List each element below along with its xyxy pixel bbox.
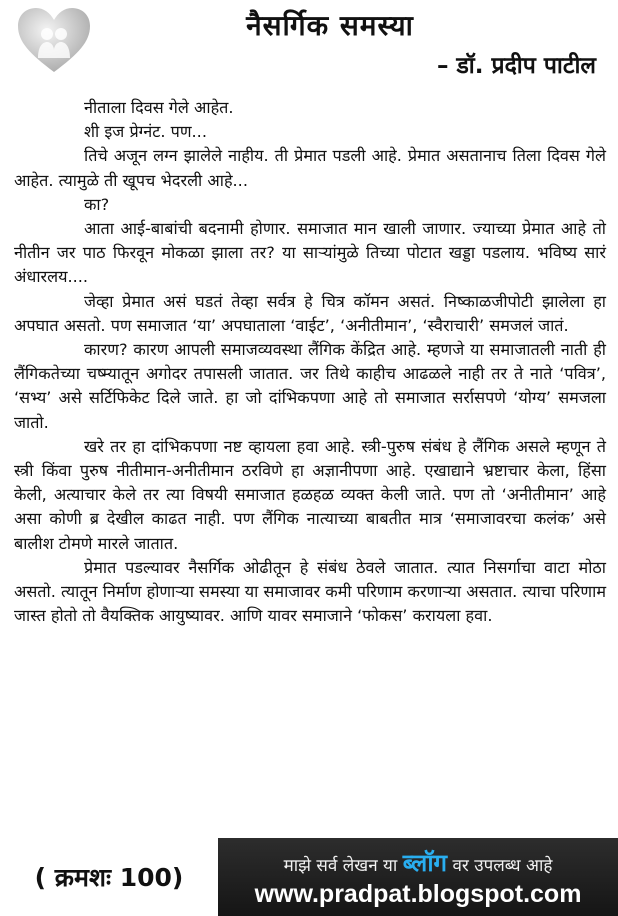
- series-label: ( क्रमशः 100): [34, 863, 184, 892]
- heart-couple-icon: [16, 6, 92, 74]
- series-counter: [0, 838, 218, 916]
- paragraph: तिचे अजून लग्न झालेले नाहीय. ती प्रेमात पडली आहे. प्रेमात असतानाच तिला दिवस गेले आहेत. त्यामुळे ती खूपच भेदरली आहे...: [14, 146, 606, 190]
- paragraph: नीताला दिवस गेले आहेत.: [84, 98, 234, 117]
- banner-suffix: वर उपलब्ध आहे: [452, 856, 553, 876]
- paragraph: शी इज प्रेग्नंट. पण...: [84, 122, 207, 142]
- blog-banner[interactable]: [218, 838, 618, 916]
- paragraph: का?: [84, 194, 110, 214]
- article-author: – डॉ. प्रदीप पाटील: [436, 53, 596, 79]
- paragraph: खरे तर हा दांभिकपणा नष्ट व्हायला हवा आहे. स्त्री-पुरुष संबंध हे लैंगिक असले म्हणून ते स्त्री किंवा पुरुष नीतीमान-अनीतीमान ठरविणे हा अज्ञानीपणा आहे. एखाद्याने भ्रष्टाचार केला, हिंसा केली, अत्याचार केले तर त्या विषयी समाजात हळहळ व्यक्त केली जाते. पण तो ‘अनीतीमान’ आहे असा कोणी ब्र देखील काढत नाही. पण लैंगिक नात्याच्या बाबतीत मात्र ‘समाजावरचा कलंक’ असे बालीश टोमणे मारले जातात.: [14, 436, 606, 553]
- paragraph: कारण? कारण आपली समाजव्यवस्था लैंगिक केंद्रित आहे. म्हणजे या समाजातली नाती ही लैंगिकतेच्या चष्म्यातून अगोदर तपासली जातात. जर तिथे काहीच आढळले नाही तर ते नाते ‘पवित्र’, ‘सभ्य’ असे सर्टिफिकेट दिले जाते. हा जो दांभिकपणा आहे तो समाजात सर्रासपणे ‘योग्य’ समजला जातो.: [14, 340, 606, 432]
- paragraph: आता आई-बाबांची बदनामी होणार. समाजात मान खाली जाणार. ज्याच्या प्रेमात आहे तो नीतीन जर पाठ फिरवून मोकळा झाला तर? या साऱ्यांमुळे तिच्या पोटात खड्डा पडलाय. भविष्य सारं अंधारलय....: [14, 219, 606, 287]
- blog-url-link[interactable]: www.pradpat.blogspot.com: [254, 880, 582, 908]
- paragraph: प्रेमात पडल्यावर नैसर्गिक ओढीतून हे संबंध ठेवले जातात. त्यात निसर्गाचा वाटा मोठा असतो. त्यातून निर्माण होणाऱ्या समस्या या समाजावर कमी परिणाम करणाऱ्या असतात. त्याचा परिणाम जास्त होतो तो वैयक्तिक आयुष्यावर. आणि यावर समाजाने ‘फोकस’ करायला हवा.: [14, 557, 606, 626]
- banner-blog-word: ब्लॉग: [402, 849, 448, 877]
- paragraph: जेव्हा प्रेमात असं घडतं तेव्हा सर्वत्र हे चित्र कॉमन असतं. निष्काळजीपोटी झालेला हा अपघात असतो. पण समाजात ‘या’ अपघाताला ‘वाईट’, ‘अनीतीमान’, ‘स्वैराचारी’ समजलं जातं.: [14, 291, 606, 335]
- article-title: नैसर्गिक समस्या: [246, 9, 414, 42]
- banner-tagline: [232, 846, 604, 879]
- article-body: [14, 96, 606, 628]
- banner-prefix: माझे सर्व लेखन या: [283, 856, 398, 876]
